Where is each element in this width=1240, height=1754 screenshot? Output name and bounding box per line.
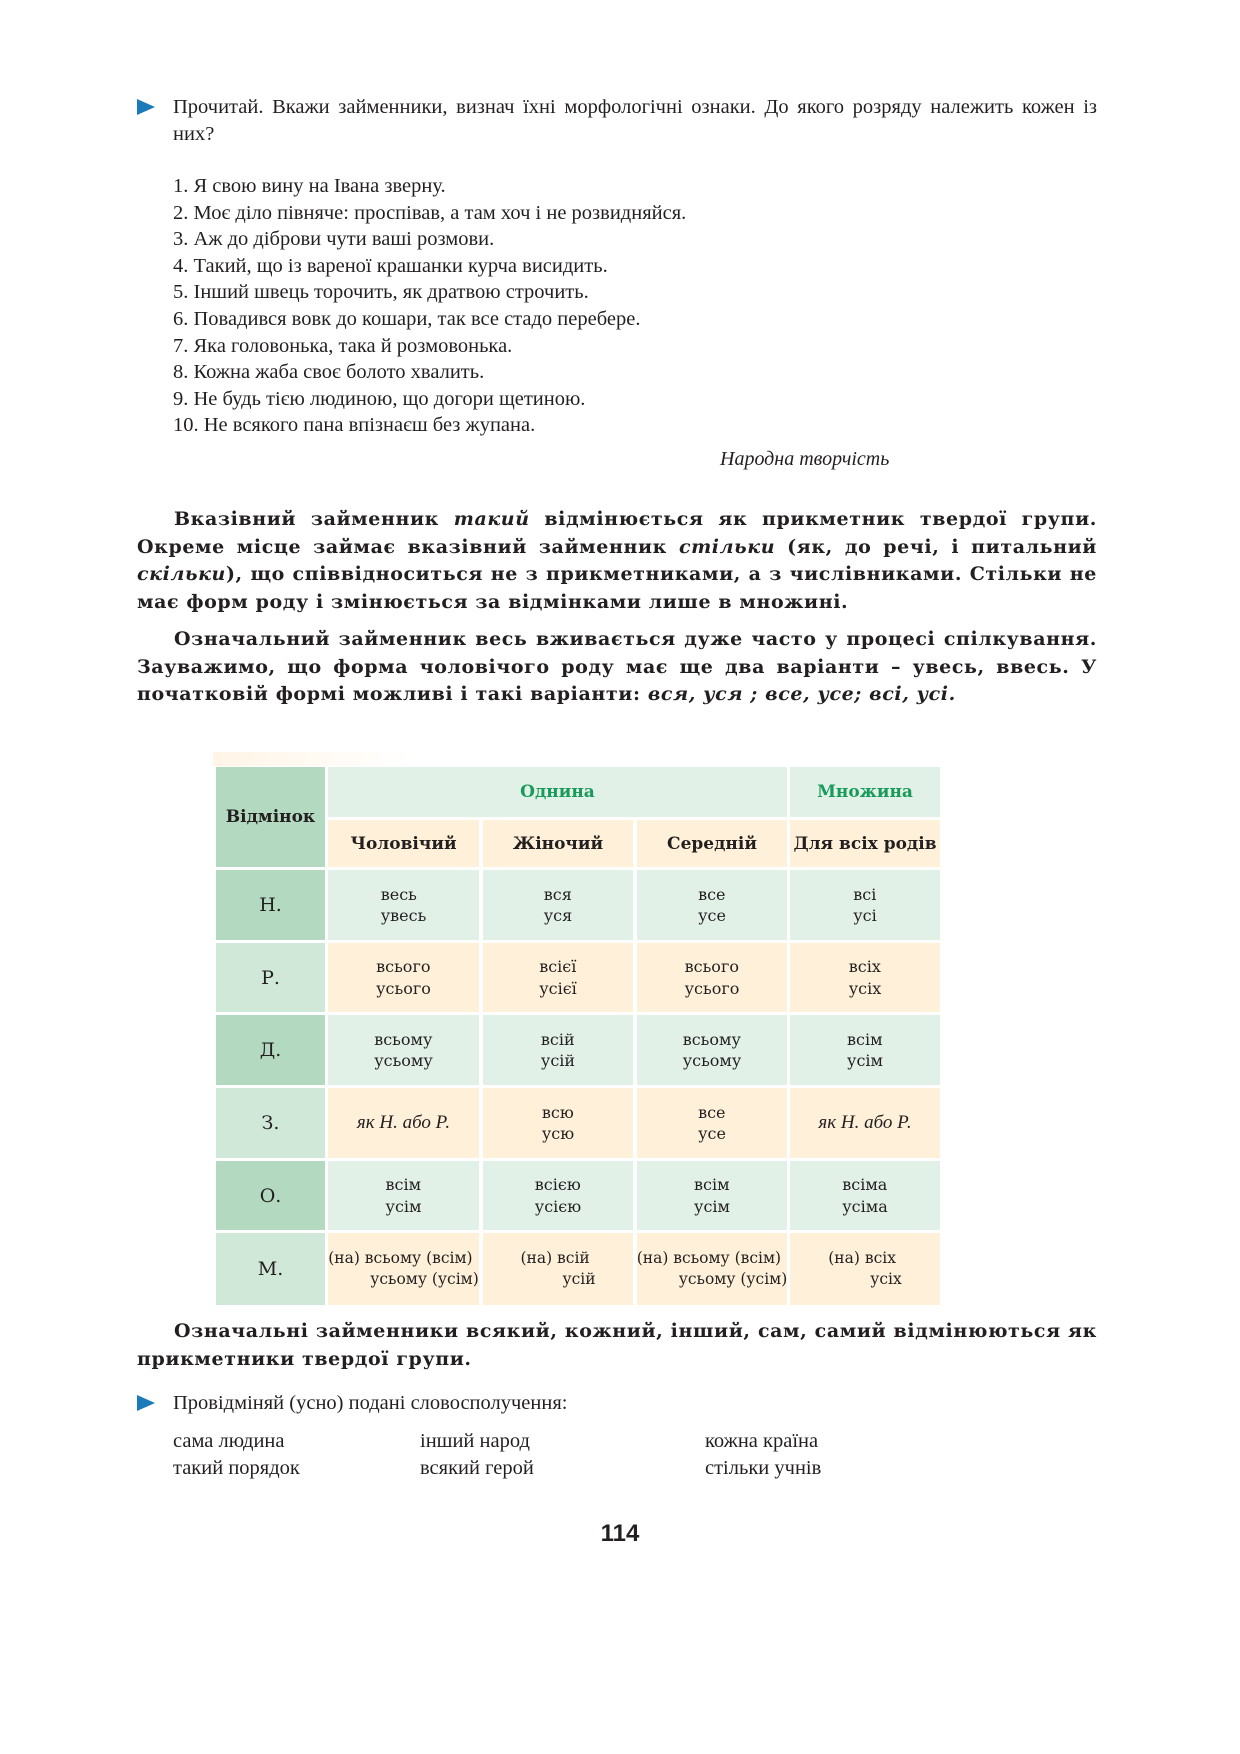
table-cell: все усе [637,1088,787,1158]
rule-text: (як, до речі, і питальний [775,535,1097,558]
source-attribution: Народна творчість [720,448,890,470]
table-cell: (на) всій усій [483,1233,633,1305]
list-item: 6. Повадився вовк до кошари, так все стадо перебере. [173,307,641,330]
rule-emphasis: стільки [678,535,776,558]
table-cell: всі усі [790,870,940,940]
header-case: Відмінок [216,767,325,867]
list-item: всякий герой [420,1456,534,1479]
rule-text: Означальний займенник весь вживається дуже часто у процесі спілкування. Зауважимо, що форма чоловічого роду має ще два варіанти – увесь, ввесь. У початковій формі можливі і такі варіанти: [137,628,1097,705]
header-singular: Однина [328,767,787,817]
table-cell: всім усім [790,1015,940,1085]
page-number: 114 [600,1520,640,1547]
rule-emphasis: скільки [137,563,226,585]
case-nominative: Н. [216,870,325,940]
rule-paragraph-2 [137,626,1097,709]
list-item: 1. Я свою вину на Івана зверну. [173,175,446,197]
rule-text: Вказівний займенник [174,508,454,530]
table-cell: всією усією [483,1161,633,1230]
table-cell: всьому усьому [637,1015,787,1085]
task-2-instruction [137,1390,1097,1417]
list-item: 2. Моє діло півняче: проспівав, а там хоч і не розвидняйся. [173,201,687,224]
list-item: кожна країна [705,1430,819,1452]
table-cell: всіх усіх [790,943,940,1012]
table-cell: всьому усьому [328,1015,479,1085]
list-item: 10. Не всякого пана впізнаєш без жупана. [173,414,536,437]
table-cell: всіма усіма [790,1161,940,1230]
rule-paragraph-1 [137,506,1097,616]
list-item: інший народ [420,1430,530,1452]
case-dative: Д. [216,1015,325,1085]
list-item: такий порядок [173,1456,300,1479]
instruction-text: Прочитай. Вкажи займенники, визнач їхні морфологічні ознаки. До якого розряду належить кожен із них? [173,96,1097,145]
list-item: стільки учнів [705,1456,822,1479]
list-item: сама людина [173,1430,285,1452]
list-item: 5. Інший швець торочить, як дратвою строчить. [173,281,589,304]
rule-text: Означальні займенники всякий, кожний, інший, сам, самий відмінюються як прикметники твердої групи. [137,1320,1097,1370]
header-plural: Множина [790,767,940,817]
declension-table [216,767,940,1305]
proverb-list [173,173,1073,439]
table-cell: всієї усієї [483,943,633,1012]
table-cell: всім усім [328,1161,479,1230]
rule-text: відмінюється як прикметник твердої групи. Окреме місце займає вказівний займенник [137,508,1097,558]
case-locative: М. [216,1233,325,1305]
table-cell: (на) всьому (всім) усьому (усім) [637,1233,787,1305]
list-item: 4. Такий, що із вареної крашанки курча висидить. [173,254,608,277]
header-neuter: Середній [637,820,787,867]
list-item: 8. Кожна жаба своє болото хвалить. [173,361,485,384]
header-masculine: Чоловічий [328,820,479,867]
case-accusative: З. [216,1088,325,1158]
table-cell: всього усього [637,943,787,1012]
task-1-instruction [137,94,1097,148]
table-cell: всім усім [637,1161,787,1230]
rule-emphasis: вся, уся ; все, усе; всі, усі. [647,683,956,705]
table-cell: всій усій [483,1015,633,1085]
table-decoration [213,752,413,766]
triangle-arrow-icon [137,1395,155,1411]
phrase-column-3 [705,1428,821,1481]
table-cell: вся уся [483,870,633,940]
list-item: 3. Аж до діброви чути ваші розмови. [173,228,495,251]
rule-paragraph-3 [137,1318,1097,1373]
phrase-column-1 [173,1428,300,1481]
header-feminine: Жіночий [483,820,633,867]
table-cell: як Н. або Р. [328,1088,479,1158]
list-item: 9. Не будь тією людиною, що догори щетиною. [173,387,586,410]
case-instrumental: О. [216,1161,325,1230]
table-cell: все усе [637,870,787,940]
case-genitive: Р. [216,943,325,1012]
rule-emphasis: такий [453,508,530,530]
phrase-column-2 [420,1428,534,1481]
table-cell: всього усього [328,943,479,1012]
table-cell: як Н. або Р. [790,1088,940,1158]
table-cell: всю усю [483,1088,633,1158]
list-item: 7. Яка головонька, така й розмовонька. [173,334,513,357]
rule-text: ), що співвідноситься не з прикметниками, а з числівниками. Стільки не має форм роду і змінюється за відмінками лише в множині. [137,563,1097,613]
header-all-genders: Для всіх родів [790,820,940,867]
instruction-text: Провідміняй (усно) подані словосполучення: [173,1392,568,1414]
triangle-arrow-icon [137,99,155,115]
table-cell: (на) всьому (всім) усьому (усім) [328,1233,479,1305]
table-cell: весь увесь [328,870,479,940]
table-cell: (на) всіх усіх [790,1233,940,1305]
